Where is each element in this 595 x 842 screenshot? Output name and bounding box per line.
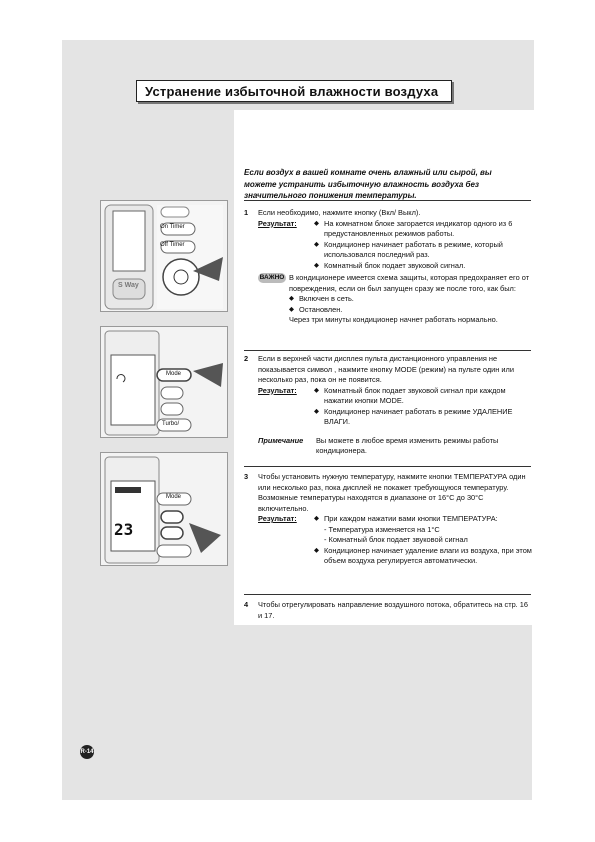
divider bbox=[244, 594, 531, 595]
step-number: 3 bbox=[244, 472, 249, 481]
divider bbox=[244, 200, 531, 201]
footer-background bbox=[62, 625, 532, 800]
note-text: В кондиционере имеется схема защиты, которая предохраняет его от повреждения, если он был запущен сразу же после того, как был: bbox=[289, 273, 530, 293]
step-number: 4 bbox=[244, 600, 249, 609]
remote-illustration-temp bbox=[100, 452, 228, 566]
list-item: ◆ Кондиционер начинает удаление влаги из воздуха, при этом объем воздуха регулируется автоматически. bbox=[314, 546, 532, 567]
list-item: ◆ Комнатный блок подает звуковой сигнал при каждом нажатии кнопки MODE. bbox=[314, 386, 532, 407]
step-text: Если в верхней части дисплея пульта дистанционного управления не показывается символ , нажмите кнопку MODE (режим) на пульте один или несколько раз, пока он не появится. bbox=[258, 354, 514, 384]
note-text: Вы можете в любое время изменить режимы работы кондиционера. bbox=[316, 435, 499, 455]
on-timer-label: On Timer bbox=[160, 224, 185, 230]
step-3 bbox=[244, 472, 532, 567]
list-item: ◆ Кондиционер начинает работать в режиме УДАЛЕНИЕ ВЛАГИ. bbox=[314, 407, 532, 428]
list-item: ◆ Кондиционер начинает работать в режиме, который использовался последний раз. bbox=[314, 240, 532, 261]
step-text: Если необходимо, нажмите кнопку (Вкл/ Выкл). bbox=[258, 208, 421, 217]
off-timer-label: Off Timer bbox=[160, 242, 185, 248]
result-label: Результат: bbox=[258, 218, 297, 228]
intro-text: Если воздух в вашей комнате очень влажный или сырой, вы можете устранить избыточную влажность воздуха без значительного понижения температуры. bbox=[244, 168, 492, 200]
temperature-readout: 23 bbox=[114, 520, 134, 539]
result-label: Результат: bbox=[258, 514, 297, 523]
step-2 bbox=[244, 354, 532, 457]
mode-label: Mode bbox=[166, 371, 182, 377]
step-text: Чтобы установить нужную температуру, нажмите кнопки ТЕМПЕРАТУРА один или несколько раз, пока дисплей не покажет требующуюся температуру. Возможные температуры находятся в диапазоне от 16°C до 30°C включительно. bbox=[258, 472, 526, 513]
step-number: 1 bbox=[244, 208, 249, 217]
sway-label: S Way bbox=[118, 282, 139, 289]
step-4 bbox=[244, 600, 532, 621]
note-end: Через три минуты кондиционер начнет работать нормально. bbox=[289, 315, 498, 324]
list-item: ◆ Остановлен. bbox=[289, 305, 532, 316]
list-item: ◆ Комнатный блок подает звуковой сигнал. bbox=[314, 261, 532, 272]
remote-temp-drawing bbox=[101, 453, 228, 566]
sub-item: - Комнатный блок подает звуковой сигнал bbox=[324, 535, 468, 544]
result-label: Результат: bbox=[258, 385, 297, 395]
page-title: Устранение избыточной влажности воздуха bbox=[136, 80, 452, 102]
step-number: 2 bbox=[244, 354, 249, 363]
step-text: Чтобы отрегулировать направление воздушного потока, обратитесь на стр. 16 и 17. bbox=[258, 600, 529, 620]
note-badge: ВАЖНО bbox=[259, 274, 285, 281]
remote-power-drawing bbox=[101, 201, 228, 312]
sub-item: - Температура изменяется на 1°C bbox=[324, 524, 440, 534]
divider bbox=[244, 350, 531, 351]
turbo-label: Turbo/ bbox=[162, 421, 180, 427]
page-number: R-14 bbox=[80, 745, 94, 759]
list-item: ◆ Включен в сеть. bbox=[289, 294, 532, 305]
list-item: ◆ На комнатном блоке загорается индикатор одного из 6 предустановленных режимов работы. bbox=[314, 219, 532, 240]
divider bbox=[244, 466, 531, 467]
list-item: ◆ При каждом нажатии вами кнопки ТЕМПЕРАТУРА: bbox=[314, 514, 532, 525]
note-label: Примечание bbox=[258, 435, 304, 445]
step-1 bbox=[244, 208, 532, 326]
remote-illustration-power bbox=[100, 200, 228, 312]
mode-label-2: Mode bbox=[166, 494, 182, 500]
